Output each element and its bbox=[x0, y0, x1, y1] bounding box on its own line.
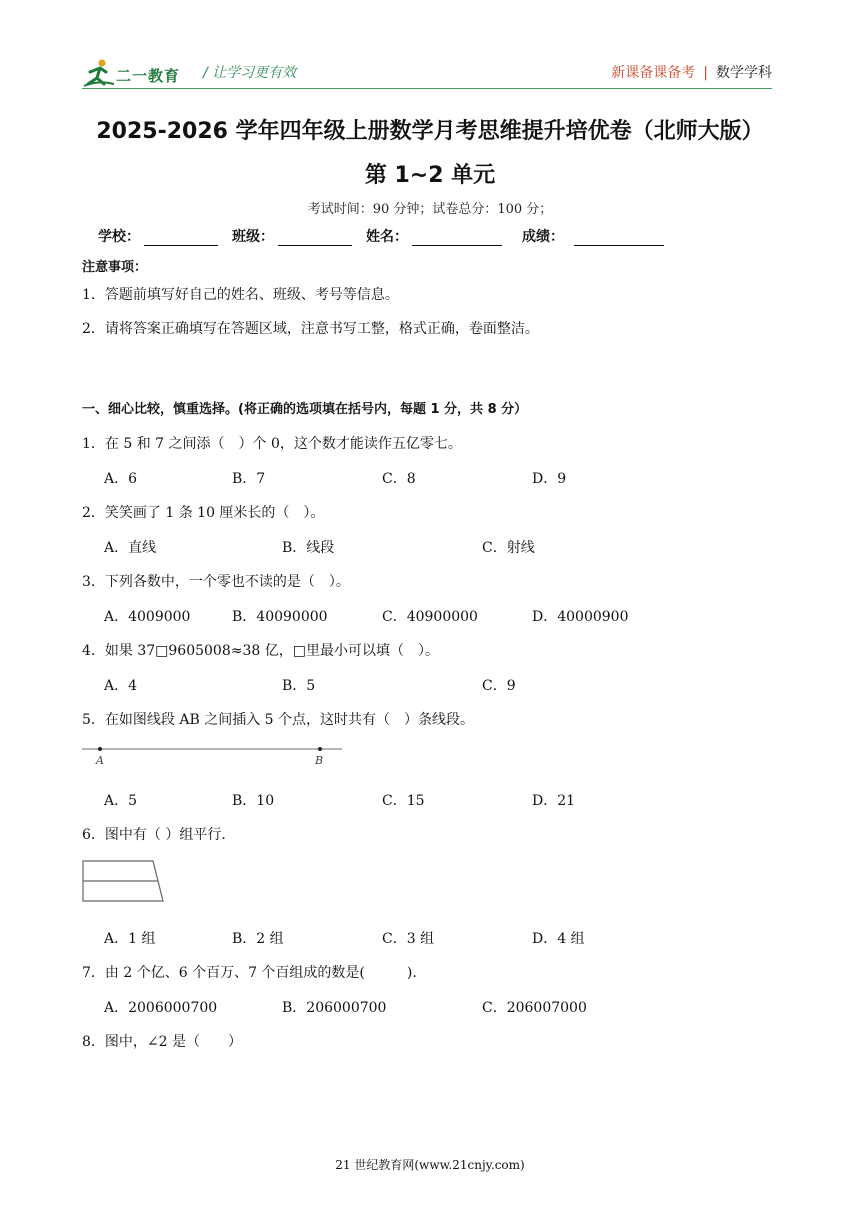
option-c[interactable]: C．40900000 bbox=[382, 609, 478, 625]
header-right bbox=[611, 62, 772, 82]
option-a[interactable]: A．直线 bbox=[104, 540, 157, 556]
name-field[interactable]: 姓名： bbox=[366, 226, 502, 246]
student-info-fields bbox=[98, 226, 678, 246]
slogan: / 让学习更有效 bbox=[203, 65, 297, 81]
section-heading: 一、细心比较，慎重选择。(将正确的选项填在括号内，每题 1 分，共 8 分） bbox=[82, 402, 528, 417]
option-c[interactable]: C．8 bbox=[382, 471, 416, 487]
option-b[interactable]: B．10 bbox=[232, 793, 275, 809]
option-c[interactable]: C．15 bbox=[382, 793, 425, 809]
footer: 21 世纪教育网(www.21cnjy.com) bbox=[335, 1158, 525, 1172]
exam-info: 考试时间：90 分钟；试卷总分：100 分； bbox=[307, 202, 553, 217]
point-a bbox=[98, 747, 102, 751]
option-b[interactable]: B．2 组 bbox=[232, 931, 284, 947]
header-tag: 新课备课备考 bbox=[611, 65, 696, 81]
runner-logo-icon bbox=[82, 58, 116, 88]
trapezoid-figure bbox=[80, 858, 166, 904]
question-text: 1．在 5 和 7 之间添（ ）个 0，这个数才能读作五亿零七。 bbox=[82, 436, 462, 452]
option-a[interactable]: A．1 组 bbox=[104, 931, 156, 947]
point-b bbox=[318, 747, 322, 751]
option-c[interactable]: C．射线 bbox=[482, 540, 535, 556]
class-field[interactable]: 班级： bbox=[232, 226, 352, 246]
option-c[interactable]: C．9 bbox=[482, 678, 516, 694]
question-text: 8．图中，∠2 是（ ） bbox=[82, 1034, 242, 1050]
option-b[interactable]: B．206000700 bbox=[282, 1000, 387, 1016]
logo-text: 二一教育 bbox=[116, 67, 181, 85]
question-text: 6．图中有（ ）组平行. bbox=[82, 827, 226, 843]
option-d[interactable]: D．40000900 bbox=[532, 609, 629, 625]
header-separator: | bbox=[703, 65, 708, 81]
score-field[interactable]: 成绩： bbox=[522, 226, 664, 246]
segment-ab-figure bbox=[80, 740, 346, 768]
header-divider bbox=[82, 88, 772, 89]
question-text: 7．由 2 个亿、6 个百万、7 个百组成的数是( ). bbox=[82, 965, 417, 981]
option-a[interactable]: A．4009000 bbox=[104, 609, 191, 625]
question-text: 3．下列各数中，一个零也不读的是（ ）。 bbox=[82, 574, 350, 590]
option-a[interactable]: A．6 bbox=[104, 471, 138, 487]
question-text: 4．如果 37□9605008≈38 亿，□里最小可以填（ ）。 bbox=[82, 643, 439, 659]
page-title: 2025-2026 学年四年级上册数学月考思维提升培优卷（北师大版） bbox=[96, 119, 764, 144]
question-text: 2．笑笑画了 1 条 10 厘米长的（ ）。 bbox=[82, 505, 325, 521]
logo bbox=[82, 58, 192, 90]
option-d[interactable]: D．4 组 bbox=[532, 931, 585, 947]
notice-item: 1．答题前填写好自己的姓名、班级、考号等信息。 bbox=[82, 287, 399, 303]
option-a[interactable]: A．2006000700 bbox=[104, 1000, 218, 1016]
header-subject: 数学学科 bbox=[716, 65, 772, 81]
question-text: 5．在如图线段 AB 之间插入 5 个点，这时共有（ ）条线段。 bbox=[82, 712, 475, 728]
option-b[interactable]: B．40090000 bbox=[232, 609, 328, 625]
option-a[interactable]: A．4 bbox=[104, 678, 138, 694]
notice-heading: 注意事项： bbox=[82, 260, 148, 275]
option-c[interactable]: C．3 组 bbox=[382, 931, 435, 947]
page-subtitle: 第 1~2 单元 bbox=[364, 163, 496, 188]
option-b[interactable]: B．7 bbox=[232, 471, 266, 487]
option-d[interactable]: D．9 bbox=[532, 471, 567, 487]
label-b: B bbox=[315, 754, 324, 767]
option-d[interactable]: D．21 bbox=[532, 793, 576, 809]
option-b[interactable]: B．5 bbox=[282, 678, 316, 694]
option-c[interactable]: C．206007000 bbox=[482, 1000, 587, 1016]
option-b[interactable]: B．线段 bbox=[282, 540, 335, 556]
school-field[interactable]: 学校： bbox=[98, 226, 218, 246]
label-a: A bbox=[96, 754, 104, 767]
option-a[interactable]: A．5 bbox=[104, 793, 138, 809]
notice-item: 2．请将答案正确填写在答题区域，注意书写工整，格式正确，卷面整洁。 bbox=[82, 321, 539, 337]
